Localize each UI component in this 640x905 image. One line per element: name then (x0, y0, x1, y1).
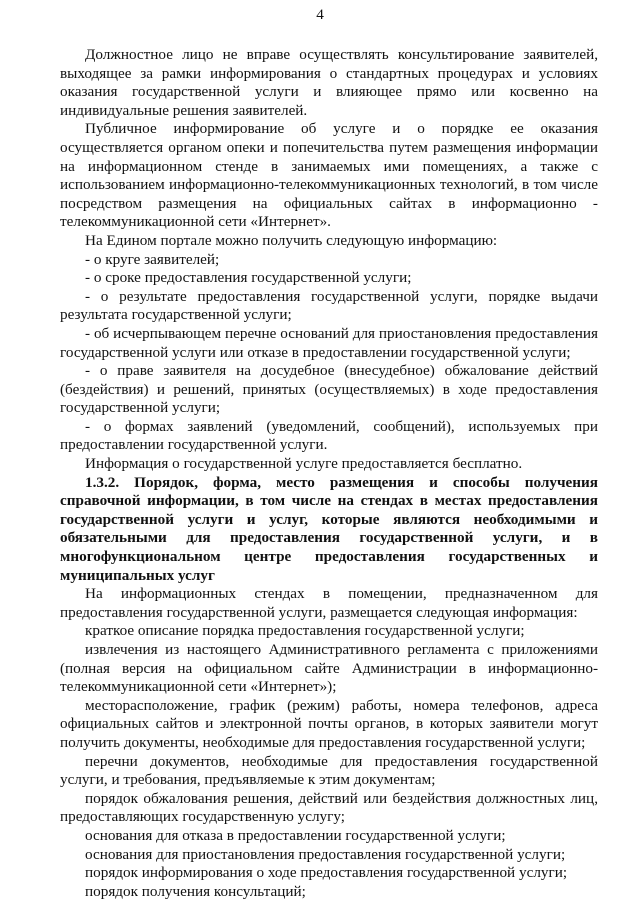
paragraph: - о круге заявителей; (85, 250, 220, 268)
paragraph: порядок обжалования решения, действий или бездействия должностных лиц, предоставляющих государственную услугу; (60, 789, 598, 826)
paragraph: порядок информирования о ходе предоставления государственной услуги; (85, 864, 568, 882)
paragraph: месторасположение, график (режим) работы, номера телефонов, адреса официальных сайтов и электронной почты органов, в которых заявители могут получить документы, необходимые для предоставления государственной услуги; (60, 696, 598, 751)
paragraph: Должностное лицо не вправе осуществлять консультирование заявителей, выходящее за рамки информирования о стандартных процедурах и условиях оказания государственной услуги и влияющее прямо или косвенно на индивидуальные решения заявителей. (60, 46, 598, 119)
paragraph: На Едином портале можно получить следующую информацию: (85, 231, 498, 249)
section-heading: 1.3.2. Порядок, форма, место размещения и способы получения справочной информации, в том числе на стендах в местах предоставления государственной услуги и услуг, которые являются необходимыми и обязательными для предоставления государственной услуги, и в многофункциональном центре предоставления государственных и муниципальных услуг (60, 473, 598, 584)
paragraph: порядок получения консультаций; (85, 882, 306, 900)
paragraph: Информация о государственной услуге предоставляется бесплатно. (85, 455, 523, 473)
paragraph: На информационных стендах в помещении, предназначенном для предоставления государственной услуги, размещается следующая информация: (60, 585, 598, 621)
paragraph: основания для отказа в предоставлении государственной услуги; (85, 826, 506, 844)
paragraph: извлечения из настоящего Административного регламента с приложениями (полная версия на официальном сайте Администрации в информационно-телекоммуникационной сети «Интернет»); (60, 641, 598, 696)
paragraph: перечни документов, необходимые для предоставления государственной услуги, и требования, предъявляемые к этим документам; (60, 752, 598, 789)
page-number: 4 (316, 6, 324, 23)
paragraph: Публичное информирование об услуге и о порядке ее оказания осуществляется органом опеки и попечительства путем размещения информации на информационном стенде в занимаемых ими помещениях, а также с использованием информационно-телекоммуникационных технологий, в том числе посредством размещения на официальных сайтах в информационно - телекоммуникационной сети «Интернет». (60, 120, 598, 231)
paragraph: - об исчерпывающем перечне оснований для приостановления предоставления государственной услуги или отказе в предоставлении государственной услуги; (60, 324, 598, 361)
paragraph: - о результате предоставления государственной услуги, порядке выдачи результата государственной услуги; (60, 287, 598, 324)
paragraph: - о праве заявителя на досудебное (внесудебное) обжалование действий (бездействия) и решений, принятых (осуществляемых) в ходе предоставления государственной услуги; (60, 362, 598, 417)
paragraph: - о сроке предоставления государственной услуги; (85, 269, 412, 287)
paragraph: - о формах заявлений (уведомлений, сообщений), используемых при предоставлении государственной услуги. (60, 417, 598, 454)
paragraph: краткое описание порядка предоставления государственной услуги; (85, 622, 525, 640)
paragraph: основания для приостановления предоставления государственной услуги; (85, 845, 566, 863)
document-body (60, 46, 598, 901)
